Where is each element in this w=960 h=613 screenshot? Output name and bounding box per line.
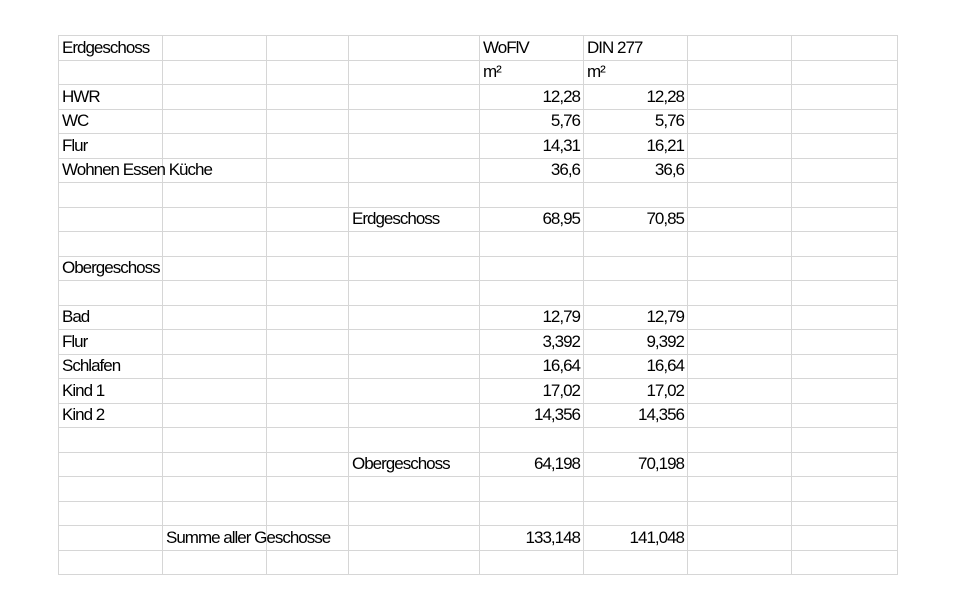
room-name[interactable]: Flur (59, 330, 163, 355)
cell[interactable] (792, 379, 898, 404)
total-label[interactable]: Summe aller Geschosse (163, 526, 267, 551)
cell[interactable] (267, 452, 349, 477)
room-area-wofiv[interactable]: 12,79 (480, 305, 584, 330)
cell[interactable] (584, 501, 688, 526)
cell[interactable] (349, 183, 480, 208)
room-area-wofiv[interactable]: 12,28 (480, 85, 584, 110)
cell[interactable] (163, 60, 267, 85)
cell[interactable] (688, 379, 792, 404)
cell[interactable] (792, 305, 898, 330)
table-row (59, 85, 898, 110)
cell[interactable] (792, 477, 898, 502)
cell[interactable] (349, 36, 480, 61)
cell[interactable] (349, 550, 480, 575)
cell[interactable] (163, 305, 267, 330)
unit-row (59, 60, 898, 85)
cell[interactable] (688, 403, 792, 428)
cell[interactable] (59, 477, 163, 502)
cell[interactable] (59, 526, 163, 551)
cell[interactable] (792, 85, 898, 110)
cell[interactable] (792, 354, 898, 379)
table-row (59, 158, 898, 183)
table-row (59, 305, 898, 330)
room-area-din277[interactable]: 36,6 (584, 158, 688, 183)
cell[interactable] (349, 158, 480, 183)
cell[interactable] (792, 134, 898, 159)
cell[interactable] (267, 330, 349, 355)
room-name[interactable]: Kind 2 (59, 403, 163, 428)
cell[interactable] (267, 183, 349, 208)
room-name[interactable]: HWR (59, 85, 163, 110)
cell[interactable] (688, 526, 792, 551)
room-area-din277[interactable]: 9,392 (584, 330, 688, 355)
cell[interactable] (688, 452, 792, 477)
cell[interactable] (792, 330, 898, 355)
cell[interactable] (584, 183, 688, 208)
cell[interactable] (349, 477, 480, 502)
room-name[interactable]: Kind 1 (59, 379, 163, 404)
cell[interactable] (688, 305, 792, 330)
cell[interactable] (163, 256, 267, 281)
cell[interactable] (688, 158, 792, 183)
room-name[interactable]: Bad (59, 305, 163, 330)
cell[interactable] (267, 256, 349, 281)
empty-row (59, 281, 898, 306)
cell[interactable] (163, 477, 267, 502)
table-row (59, 134, 898, 159)
subtotal-label[interactable]: Obergeschoss (349, 452, 480, 477)
cell[interactable] (163, 207, 267, 232)
section-row-obergeschoss (59, 256, 898, 281)
cell[interactable] (349, 60, 480, 85)
cell[interactable] (349, 281, 480, 306)
room-area-din277[interactable]: 5,76 (584, 109, 688, 134)
cell[interactable] (59, 550, 163, 575)
cell[interactable] (163, 85, 267, 110)
table-row (59, 379, 898, 404)
cell[interactable] (688, 501, 792, 526)
total-din277[interactable]: 141,048 (584, 526, 688, 551)
cell[interactable] (480, 428, 584, 453)
cell[interactable] (267, 379, 349, 404)
cell[interactable] (584, 428, 688, 453)
subtotal-din277[interactable]: 70,85 (584, 207, 688, 232)
cell[interactable] (480, 477, 584, 502)
cell[interactable] (792, 403, 898, 428)
cell[interactable] (349, 134, 480, 159)
cell[interactable] (267, 232, 349, 257)
cell[interactable] (792, 452, 898, 477)
cell[interactable] (688, 207, 792, 232)
cell[interactable] (267, 60, 349, 85)
empty-row (59, 232, 898, 257)
cell[interactable] (163, 281, 267, 306)
cell[interactable] (480, 183, 584, 208)
cell[interactable] (584, 281, 688, 306)
cell[interactable] (688, 550, 792, 575)
cell[interactable] (688, 109, 792, 134)
room-area-wofiv[interactable]: 14,31 (480, 134, 584, 159)
cell[interactable] (163, 452, 267, 477)
subtotal-label[interactable]: Erdgeschoss (349, 207, 480, 232)
cell[interactable] (480, 232, 584, 257)
cell[interactable] (584, 256, 688, 281)
cell[interactable] (792, 36, 898, 61)
cell[interactable] (584, 477, 688, 502)
room-area-wofiv[interactable]: 14,356 (480, 403, 584, 428)
cell[interactable] (163, 36, 267, 61)
cell[interactable] (792, 501, 898, 526)
cell[interactable] (688, 428, 792, 453)
subtotal-wofiv[interactable]: 68,95 (480, 207, 584, 232)
cell[interactable] (163, 354, 267, 379)
empty-row (59, 428, 898, 453)
spreadsheet-grid (58, 35, 898, 575)
cell[interactable] (688, 256, 792, 281)
cell[interactable] (792, 232, 898, 257)
cell[interactable] (688, 60, 792, 85)
header-row (59, 36, 898, 61)
room-name[interactable]: Flur (59, 134, 163, 159)
cell[interactable] (163, 232, 267, 257)
subtotal-row-obergeschoss (59, 452, 898, 477)
room-area-din277[interactable]: 14,356 (584, 403, 688, 428)
cell[interactable] (59, 452, 163, 477)
cell[interactable] (480, 256, 584, 281)
cell[interactable] (163, 428, 267, 453)
cell[interactable] (349, 501, 480, 526)
cell[interactable] (480, 550, 584, 575)
cell[interactable] (584, 232, 688, 257)
cell[interactable] (349, 354, 480, 379)
cell[interactable] (349, 379, 480, 404)
room-area-din277[interactable]: 17,02 (584, 379, 688, 404)
subtotal-din277[interactable]: 70,198 (584, 452, 688, 477)
room-area-din277[interactable]: 12,28 (584, 85, 688, 110)
cell[interactable] (267, 403, 349, 428)
empty-row (59, 501, 898, 526)
cell[interactable] (163, 550, 267, 575)
room-area-din277[interactable]: 12,79 (584, 305, 688, 330)
room-area-din277[interactable]: 16,64 (584, 354, 688, 379)
cell[interactable] (792, 60, 898, 85)
cell[interactable] (792, 526, 898, 551)
cell[interactable] (267, 85, 349, 110)
cell[interactable] (163, 501, 267, 526)
cell[interactable] (267, 207, 349, 232)
column-header-wofiv[interactable]: WoFlV (480, 36, 584, 61)
column-header-din277[interactable]: DIN 277 (584, 36, 688, 61)
cell[interactable] (792, 183, 898, 208)
cell[interactable] (349, 403, 480, 428)
cell[interactable] (688, 330, 792, 355)
cell[interactable] (688, 183, 792, 208)
cell[interactable] (267, 109, 349, 134)
cell[interactable] (792, 207, 898, 232)
total-wofiv[interactable]: 133,148 (480, 526, 584, 551)
cell[interactable] (267, 36, 349, 61)
cell[interactable] (59, 183, 163, 208)
table-row (59, 403, 898, 428)
empty-row (59, 183, 898, 208)
cell[interactable] (267, 428, 349, 453)
cell[interactable] (480, 281, 584, 306)
total-row (59, 526, 898, 551)
subtotal-row-erdgeschoss (59, 207, 898, 232)
subtotal-wofiv[interactable]: 64,198 (480, 452, 584, 477)
room-area-wofiv[interactable]: 16,64 (480, 354, 584, 379)
empty-row (59, 550, 898, 575)
room-area-din277[interactable]: 16,21 (584, 134, 688, 159)
cell[interactable] (59, 232, 163, 257)
cell[interactable] (349, 428, 480, 453)
cell[interactable] (267, 134, 349, 159)
room-name[interactable]: Schlafen (59, 354, 163, 379)
cell[interactable] (688, 36, 792, 61)
table-row (59, 330, 898, 355)
cell[interactable] (792, 281, 898, 306)
cell[interactable] (163, 403, 267, 428)
cell[interactable] (267, 550, 349, 575)
cell[interactable] (349, 109, 480, 134)
cell[interactable] (349, 256, 480, 281)
cell[interactable] (688, 354, 792, 379)
cell[interactable] (688, 85, 792, 110)
cell[interactable] (163, 134, 267, 159)
cell[interactable] (267, 305, 349, 330)
cell[interactable] (688, 281, 792, 306)
cell[interactable] (163, 330, 267, 355)
room-area-wofiv[interactable]: 36,6 (480, 158, 584, 183)
cell[interactable] (349, 305, 480, 330)
cell[interactable] (349, 526, 480, 551)
cell[interactable] (792, 428, 898, 453)
cell[interactable] (349, 85, 480, 110)
cell[interactable] (480, 501, 584, 526)
table-row (59, 109, 898, 134)
cell[interactable] (163, 183, 267, 208)
cell[interactable] (267, 501, 349, 526)
cell[interactable] (59, 428, 163, 453)
cell[interactable] (349, 232, 480, 257)
cell[interactable] (792, 158, 898, 183)
unit-wofiv[interactable]: m² (480, 60, 584, 85)
section-title-erdgeschoss[interactable]: Erdgeschoss (59, 36, 163, 61)
room-area-wofiv[interactable]: 3,392 (480, 330, 584, 355)
cell[interactable] (688, 134, 792, 159)
cell[interactable] (163, 379, 267, 404)
cell[interactable] (59, 501, 163, 526)
cell[interactable] (267, 158, 349, 183)
room-name[interactable]: Wohnen Essen Küche (59, 158, 163, 183)
cell[interactable] (584, 550, 688, 575)
section-title-obergeschoss[interactable]: Obergeschoss (59, 256, 163, 281)
cell[interactable] (163, 109, 267, 134)
room-name[interactable]: WC (59, 109, 163, 134)
cell[interactable] (267, 354, 349, 379)
cell[interactable] (792, 550, 898, 575)
cell[interactable] (688, 232, 792, 257)
empty-row (59, 477, 898, 502)
cell[interactable] (267, 477, 349, 502)
table-row (59, 354, 898, 379)
room-area-wofiv[interactable]: 5,76 (480, 109, 584, 134)
unit-din277[interactable]: m² (584, 60, 688, 85)
cell[interactable] (792, 256, 898, 281)
cell[interactable] (688, 477, 792, 502)
cell[interactable] (59, 281, 163, 306)
cell[interactable] (792, 109, 898, 134)
cell[interactable] (267, 281, 349, 306)
cell[interactable] (59, 207, 163, 232)
room-area-wofiv[interactable]: 17,02 (480, 379, 584, 404)
cell[interactable] (59, 60, 163, 85)
cell[interactable] (349, 330, 480, 355)
